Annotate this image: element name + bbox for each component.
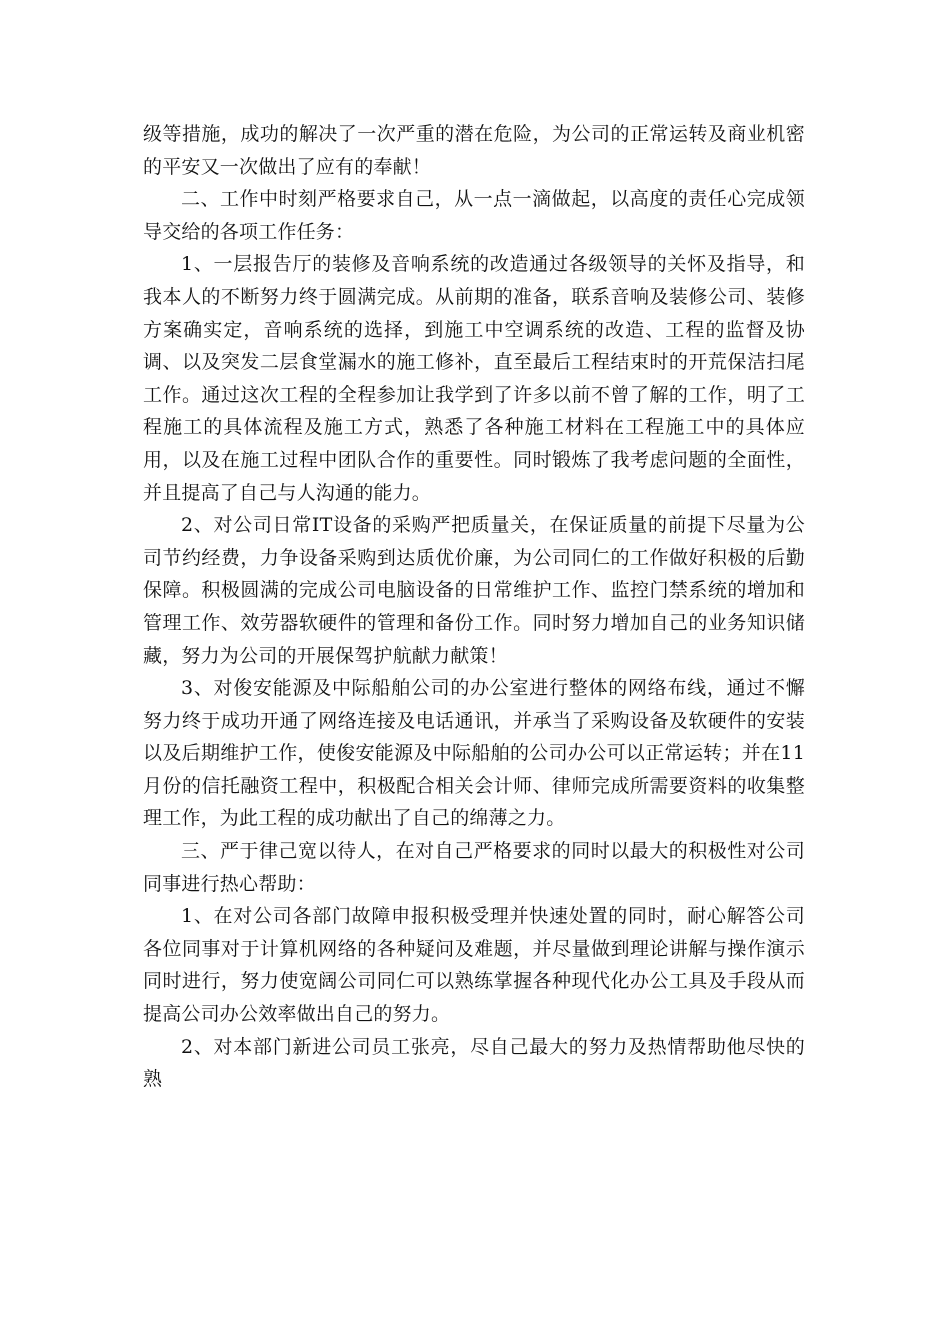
paragraph-5: 3、对俊安能源及中际船舶公司的办公室进行整体的网络布线，通过不懈努力终于成功开通了网络连接及电话通讯，并承当了采购设备及软硬件的安装以及后期维护工作，使俊安能源及中际船舶的公司办公可以正常运转；并在11月份的信托融资工程中，积极配合相关会计师、律师完成所需要资料的收集整理工作，为此工程的成功献出了自己的绵薄之力。 (143, 677, 805, 830)
paragraph-6: 三、严于律己宽以待人，在对自己严格要求的同时以最大的积极性对公司同事进行热心帮助： (143, 840, 805, 895)
paragraph-1: 级等措施，成功的解决了一次严重的潜在危险，为公司的正常运转及商业机密的平安又一次做出了应有的奉献！ (143, 123, 805, 178)
document-body (143, 118, 805, 1096)
paragraph-8: 2、对本部门新进公司员工张亮，尽自己最大的努力及热情帮助他尽快的熟 (143, 1035, 805, 1091)
paragraph-4: 2、对公司日常IT设备的采购严把质量关，在保证质量的前提下尽量为公司节约经费，力争设备采购到达质优价廉，为公司同仁的工作做好积极的后勤保障。积极圆满的完成公司电脑设备的日常维护工作、监控门禁系统的增加和管理工作、效劳器软硬件的管理和备份工作。同时努力增加自己的业务知识储藏，努力为公司的开展保驾护航献力献策！ (143, 514, 805, 667)
paragraph-2: 二、工作中时刻严格要求自己，从一点一滴做起，以高度的责任心完成领导交给的各项工作任务： (143, 188, 805, 243)
paragraph-3: 1、一层报告厅的装修及音响系统的改造通过各级领导的关怀及指导，和我本人的不断努力终于圆满完成。从前期的准备，联系音响及装修公司、装修方案确实定，音响系统的选择，到施工中空调系统的改造、工程的监督及协调、以及突发二层食堂漏水的施工修补，直至最后工程结束时的开荒保洁扫尾工作。通过这次工程的全程参加让我学到了许多以前不曾了解的工作，明了工程施工的具体流程及施工方式，熟悉了各种施工材料在工程施工中的具体应用，以及在施工过程中团队合作的重要性。同时锻炼了我考虑问题的全面性，并且提高了自己与人沟通的能力。 (143, 253, 805, 504)
paragraph-7: 1、在对公司各部门故障申报积极受理并快速处置的同时，耐心解答公司各位同事对于计算机网络的各种疑问及难题，并尽量做到理论讲解与操作演示同时进行，努力使宽阔公司同仁可以熟练掌握各种现代化办公工具及手段从而提高公司办公效率做出自己的努力。 (143, 905, 805, 1026)
